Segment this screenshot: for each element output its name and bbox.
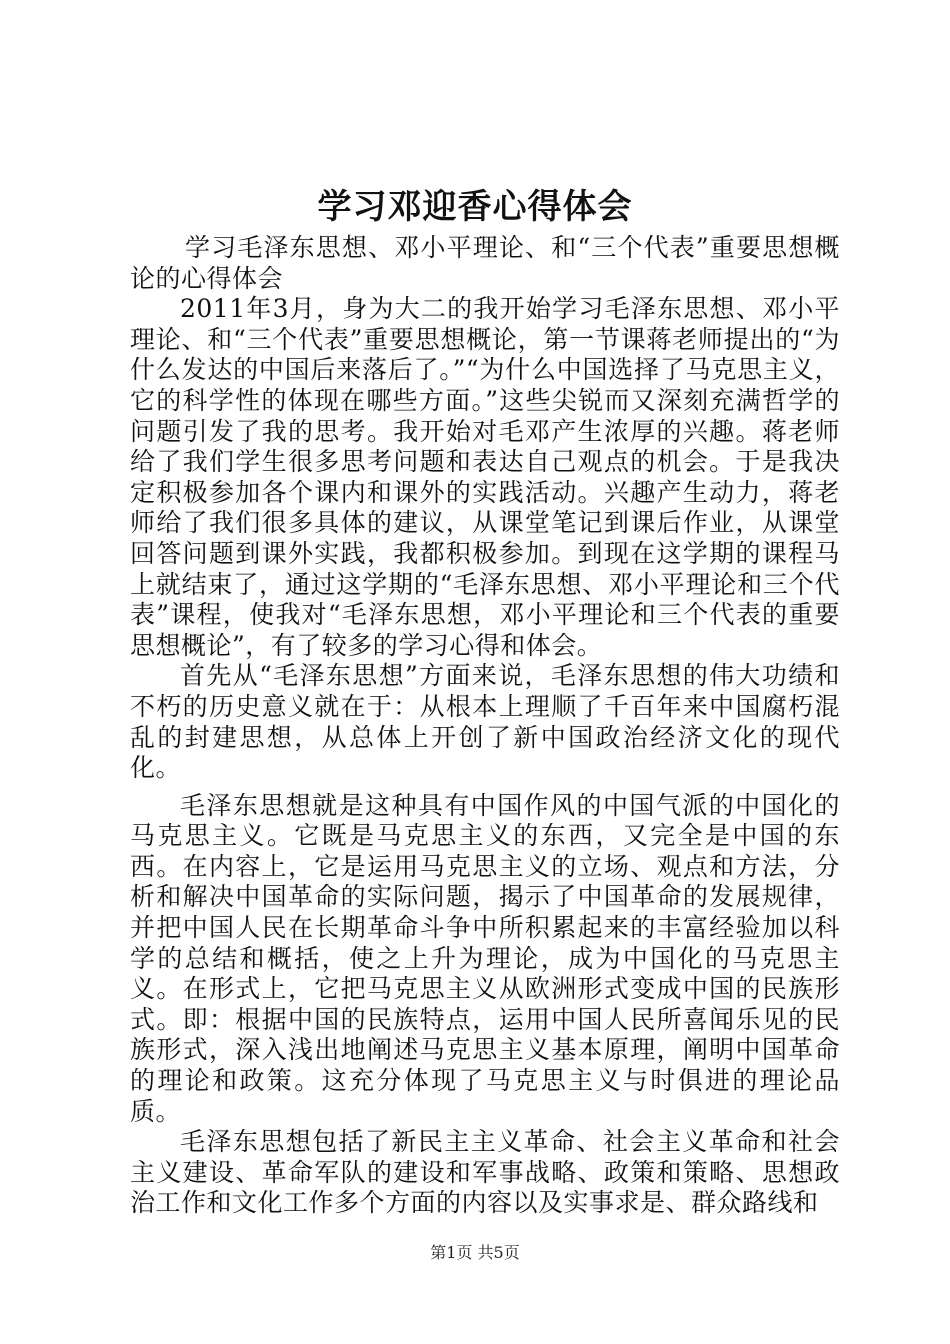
page-number: 第1页 — [430, 1243, 473, 1262]
page-footer — [0, 1242, 950, 1264]
paragraph-sinicized-marxism: 毛泽东思想就是这种具有中国作风的中国气派的中国化的马克思主义。它既是马克思主义的东西，又完全是中国的东西。在内容上，它是运用马克思主义的立场、观点和方法，分析和解决中国革命的实际问题，揭示了中国革命的发展规律，并把中国人民在长期革命斗争中所积累起来的丰富经验加以科学的总结和概括，使之上升为理论，成为中国化的马克思主义。在形式上，它把马克思主义从欧洲形式变成中国的民族形式。即：根据中国的民族特点，运用中国人民所喜闻乐见的民族形式，深入浅出地阐述马克思主义基本原理，阐明中国革命的理论和政策。这充分体现了马克思主义与时俱进的理论品质。 — [130, 790, 840, 1126]
paragraph-mao-thought: 首先从“毛泽东思想”方面来说，毛泽东思想的伟大功绩和不朽的历史意义就在于：从根本上理顺了千百年来中国腐朽混乱的封建思想，从总体上开创了新中国政治经济文化的现代化。 — [130, 661, 840, 783]
document-title: 学习邓迎香心得体会 — [317, 187, 633, 227]
page-total: 共5页 — [477, 1243, 520, 1262]
paragraph-intro: 2011年3月，身为大二的我开始学习毛泽东思想、邓小平理论、和“三个代表”重要思想概论，第一节课蒋老师提出的“为什么发达的中国后来落后了。”“为什么中国选择了马克思主义，它的科学性的体现在哪些方面。”这些尖锐而又深刻充满哲学的问题引发了我的思考。我开始对毛邓产生浓厚的兴趣。蒋老师给了我们学生很多思考问题和表达自己观点的机会。于是我决定积极参加各个课内和课外的实践活动。兴趣产生动力，蒋老师给了我们很多具体的建议，从课堂笔记到课后作业，从课堂回答问题到课外实践，我都积极参加。到现在这学期的课程马上就结束了，通过这学期的“毛泽东思想、邓小平理论和三个代表”课程，使我对“毛泽东思想，邓小平理论和三个代表的重要思想概论”，有了较多的学习心得和体会。 — [130, 294, 840, 660]
paragraph-content-scope: 毛泽东思想包括了新民主主义革命、社会主义革命和社会主义建设、革命军队的建设和军事战略、政策和策略、思想政治工作和文化工作多个方面的内容以及实事求是、群众路线和 — [130, 1127, 840, 1218]
paragraph-subtitle: 学习毛泽东思想、邓小平理论、和“三个代表”重要思想概论的心得体会 — [130, 233, 840, 293]
document-body — [130, 233, 840, 1219]
